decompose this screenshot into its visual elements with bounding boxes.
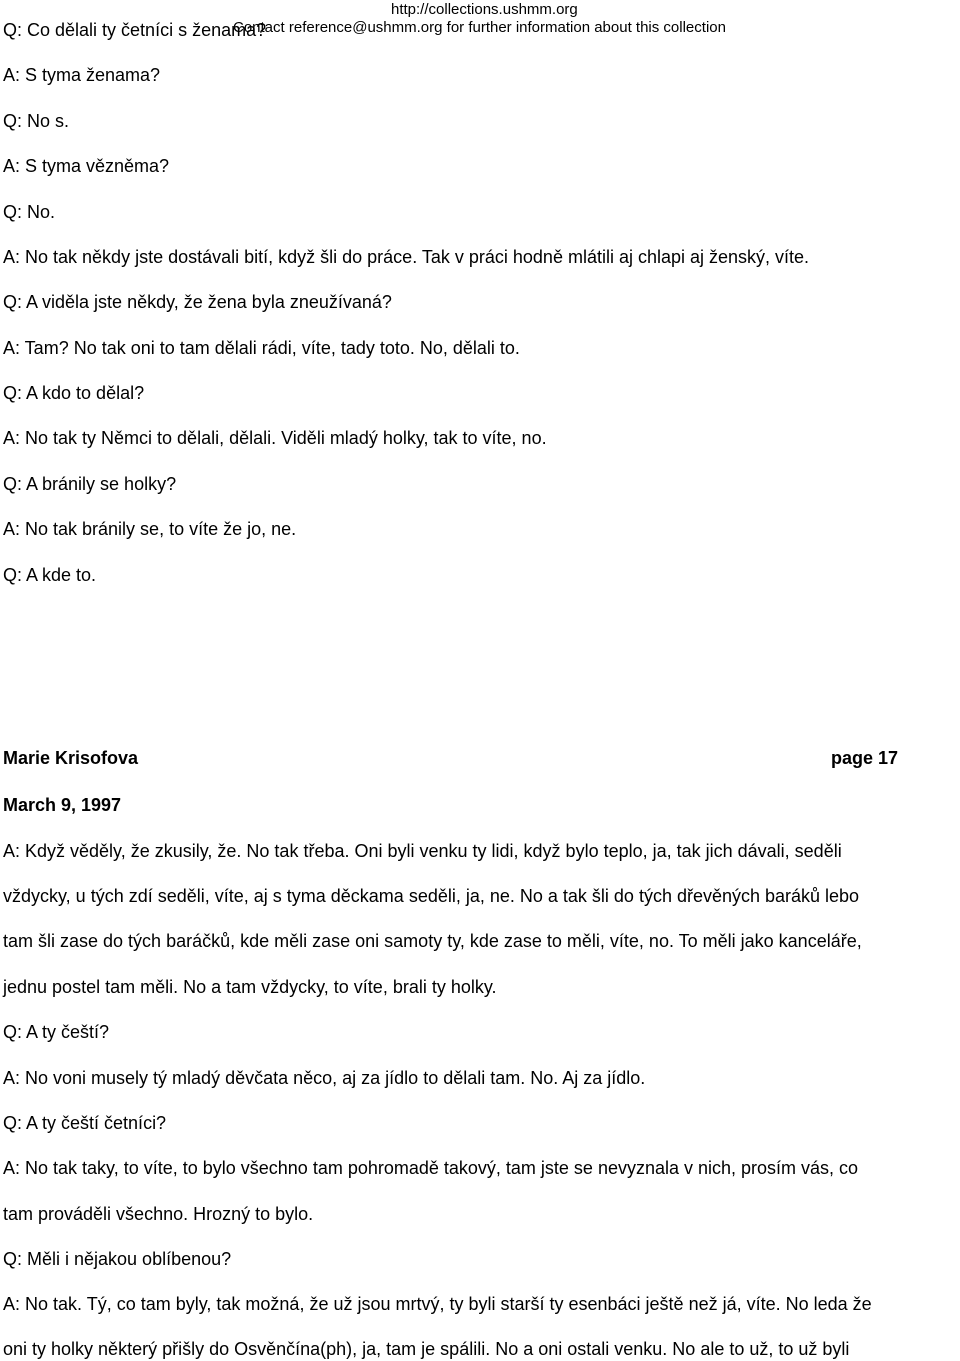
- transcript-line: Q: Měli i nějakou oblíbenou?: [3, 1249, 232, 1269]
- transcript-line: Q: A ty čeští četníci?: [3, 1113, 167, 1133]
- transcript-line: A: No tak taky, to víte, to bylo všechno tam pohromadě takový, tam jste se nevyznala v nich, prosím vás, co: [3, 1158, 859, 1178]
- transcript-line: A: No tak bránily se, to víte že jo, ne.: [3, 519, 297, 539]
- interview-date: March 9, 1997: [3, 795, 122, 815]
- transcript-line: vždycky, u tých zdí seděli, víte, aj s tyma děckama seděli, ja, ne. No a tak šli do tých dřevěných baráků lebo: [3, 886, 860, 906]
- transcript-line: A: Když věděly, že zkusily, že. No tak třeba. Oni byli venku ty lidi, když bylo teplo, ja, tak jich dávali, seděli: [3, 841, 842, 861]
- transcript-line: Q: No s.: [3, 111, 70, 131]
- page-number: page 17: [831, 748, 899, 768]
- transcript-line: A: No tak. Tý, co tam byly, tak možná, že už jsou mrtvý, ty byli starší ty esenbáci ještě než já, víte. No leda že: [3, 1294, 872, 1314]
- transcript-line: Q: Co dělali ty četníci s ženama?: [3, 20, 267, 40]
- transcript-line: tam šli zase do tých baráčků, kde měli zase oni samoty ty, kde zase to měli, víte, no. To měli jako kanceláře,: [3, 931, 862, 951]
- transcript-line: oni ty holky některý přišly do Osvěnčína(ph), ja, tam je spálili. No a oni ostali venku. No ale to už, to už byli: [3, 1339, 850, 1359]
- transcript-line: A: No voni musely tý mladý děvčata něco, aj za jídlo to dělali tam. No. Aj za jídlo.: [3, 1068, 646, 1088]
- transcript-line: Q: A kde to.: [3, 565, 97, 585]
- transcript-line: tam prováděli všechno. Hrozný to bylo.: [3, 1204, 314, 1224]
- transcript-line: Q: A ty čeští?: [3, 1022, 110, 1042]
- header-url: http://collections.ushmm.org: [391, 1, 578, 18]
- transcript-line: Q: A kdo to dělal?: [3, 383, 145, 403]
- header-contact: Contact reference@ushmm.org for further information about this collection: [233, 19, 726, 36]
- transcript-line: A: No tak ty Němci to dělali, dělali. Viděli mladý holky, tak to víte, no.: [3, 428, 547, 448]
- transcript-line: Q: A viděla jste někdy, že žena byla zneužívaná?: [3, 292, 392, 312]
- transcript-line: A: S tyma ženama?: [3, 65, 161, 85]
- transcript-line: Q: No.: [3, 202, 56, 222]
- transcript-line: Q: A bránily se holky?: [3, 474, 177, 494]
- transcript-line: A: Tam? No tak oni to tam dělali rádi, víte, tady toto. No, dělali to.: [3, 338, 520, 358]
- transcript-line: jednu postel tam měli. No a tam vždycky, to víte, brali ty holky.: [3, 977, 497, 997]
- transcript-line: A: No tak někdy jste dostávali bití, když šli do práce. Tak v práci hodně mlátili aj chlapi aj ženský, víte.: [3, 247, 810, 267]
- transcript-line: A: S tyma vězněma?: [3, 156, 170, 176]
- interviewee-name: Marie Krisofova: [3, 748, 139, 768]
